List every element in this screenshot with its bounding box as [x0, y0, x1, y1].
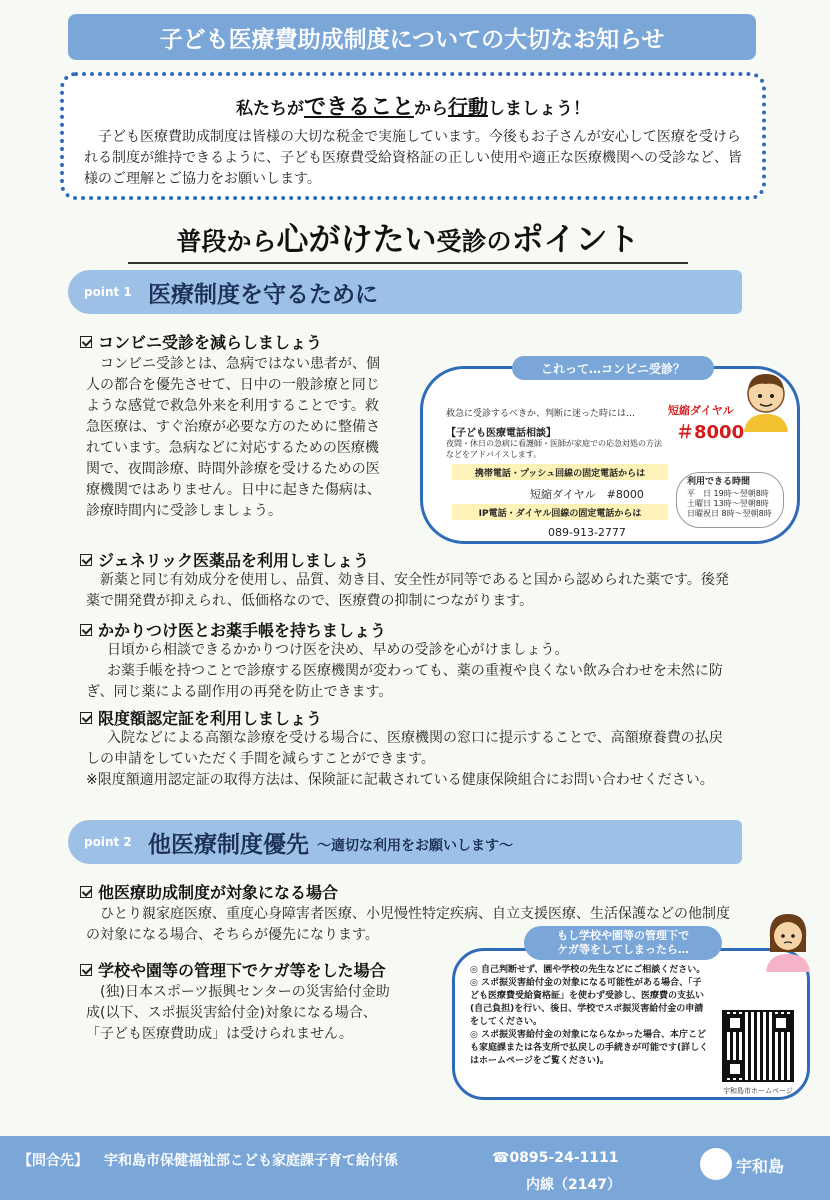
item-other-body: ひとり親家庭医療、重度心身障害者医療、小児慢性特定疾病、自立支援医療、生活保護などの他制度の対象になる場合、そちらが優先になります。 [86, 906, 730, 943]
mobile-label: 携帯電話・プッシュ回線の固定電話からは [452, 464, 668, 480]
item-gendogaku-heading [80, 706, 322, 729]
main-heading-big2: ポイント [511, 220, 640, 258]
item-generic-heading [80, 548, 369, 571]
main-heading [128, 214, 688, 264]
point1-title: 医療制度を守るために [148, 281, 378, 308]
checkbox-icon [80, 624, 92, 636]
qr-label: 宇和島市ホームページ [723, 1087, 793, 1095]
footer-tel[interactable]: ☎0895-24-1111 [492, 1150, 619, 1166]
ip-label: IP電話・ダイヤル回線の固定電話からは [452, 504, 668, 520]
notice-body: 子ども医療費助成制度は皆様の大切な税金で実施しています。今後もお子さんが安心して医療を受けられる制度が維持できるように、子ども医療費受給資格証の正しい使用や適正な医療機関への受診など、皆様のご理解とご協力をお願いします。 [84, 129, 742, 187]
item-gendogaku-title: 限度額認定証を利用しましょう [98, 709, 323, 728]
footer [0, 1136, 830, 1200]
checkbox-icon [80, 964, 92, 976]
notice-head-post: しましょう！ [488, 99, 590, 119]
dial-number: ＃8000 [676, 422, 745, 443]
notice-head-pre: 私たちが [235, 99, 304, 119]
point2-sub: ～適切な利用をお願いします～ [317, 838, 513, 854]
girl-illustration [760, 908, 816, 972]
point2-bar [68, 820, 742, 864]
item-konbini-heading [80, 330, 322, 353]
main-heading-big: 心がけたい [276, 220, 437, 258]
hours-sunday: 日曜祝日 8時～翌朝8時 [687, 509, 772, 518]
notice-head-mid1: から [414, 99, 448, 119]
footer-ask: 【問合先】 [18, 1153, 88, 1169]
hours-weekday: 平 日 19時～翌朝8時 [687, 489, 769, 498]
point1-bar [68, 270, 742, 314]
item-other-title: 他医療助成制度が対象になる場合 [98, 883, 339, 902]
checkbox-icon [80, 336, 92, 348]
item-kakaritsuke-heading [80, 618, 386, 641]
mobile-value: 短縮ダイヤル #8000 [530, 488, 644, 501]
item-generic-title: ジェネリック医薬品を利用しましょう [98, 551, 370, 570]
page-title: 子ども医療費助成制度についての大切なお知らせ [68, 14, 756, 60]
item-school-body: (独)日本スポーツ振興センターの災害給付金助成(以下、スポ振災害給付金)対象になる場合、「子ども医療費助成」は受けられません。 [86, 984, 390, 1042]
item-kakaritsuke-body1: 日頃から相談できるかかりつけ医を決め、早めの受診を心がけましょう。 [107, 642, 569, 658]
school-tag-line1: もし学校や園等の管理下で [557, 929, 689, 942]
point2-title: 他医療制度優先 [148, 831, 309, 858]
footer-ext: 内線（2147） [526, 1177, 621, 1193]
item-generic-body: 新薬と同じ有効成分を使用し、品質、効き目、安全性が同等であると国から認められた薬です。後発薬で開発費が抑えられ、低価格なので、医療費の抑制につながります。 [86, 572, 729, 609]
school-text [470, 964, 710, 1068]
consult-body: 夜間・休日の急病に看護師・医師が家庭での応急対処の方法などをアドバイスします。 [446, 439, 662, 459]
boy-illustration [736, 368, 796, 432]
ip-value: 089-913-2777 [548, 526, 626, 539]
consult-title: 【子ども医療電話相談】 [446, 428, 556, 439]
school-text1: ◎ 自己判断せず、園や学校の先生などにご相談ください。 [470, 965, 706, 975]
item-school-heading [80, 958, 386, 981]
item-konbini-body: コンビニ受診とは、急病ではない患者が、個人の都合を優先させて、日中の一般診療と同じような感覚で救急外来を利用することです。救急医療は、すぐ治療が必要な方のために整備されています。急病などに対応するための医療機関で、夜間診療、時間外診療を受けるための医療機関ではありません。日中に起きた傷病は、診療時間内に受診しましょう。 [86, 356, 381, 519]
item-kakaritsuke-body2: お薬手帳を持つことで診療する医療機関が変わっても、薬の重複や良くない飲み合わせを未然に防ぎ、同じ薬による副作用の再発を防止できます。 [86, 663, 723, 700]
hours-title: 利用できる時間 [687, 477, 751, 487]
notice-heading [84, 90, 742, 121]
school-text3: ◎ スポ振災害給付金の対象にならなかった場合、本庁こども家庭課または各支所で払戻しの手続きが可能です(詳しくはホームページをご覧ください)。 [470, 1030, 709, 1066]
hours-saturday: 土曜日 13時～翌朝8時 [687, 499, 769, 508]
notice-box [60, 72, 766, 200]
main-heading-pre: 普段から [176, 227, 277, 256]
item-gendogaku-body2: ※限度額適用認定証の取得方法は、保険証に記載されている健康保険組合にお問い合わせください。 [86, 772, 714, 788]
item-gendogaku-body1: 入院などによる高額な診療を受ける場合に、医療機関の窓口に提示することで、高額療養費の払戻しの申請をしていただく手間を減らすことができます。 [86, 730, 723, 767]
school-tag [524, 926, 722, 960]
city-logo-icon [700, 1148, 732, 1180]
notice-head-mid2: 行動 [448, 95, 488, 119]
item-konbini-title: コンビニ受診を減らしましょう [98, 333, 323, 352]
checkbox-icon [80, 712, 92, 724]
footer-dept: 宇和島市保健福祉部こども家庭課子育て給付係 [104, 1153, 398, 1169]
konbini-line1: 救急に受診するべきか、判断に迷った時には… [446, 409, 636, 419]
point1-num: point 1 [84, 285, 132, 299]
dial-label: 短縮ダイヤル [668, 404, 734, 417]
school-tag-line2: ケガ等をしてしまったら… [557, 943, 689, 956]
school-text2: ◎ スポ振災害給付金の対象になる可能性がある場合、「子ども医療費受給資格証」を使わず受診し、医療費の支払い(自己負担)を行い、後日、学校でスポ振災害給付金の申請をしてください。 [470, 978, 705, 1027]
checkbox-icon [80, 554, 92, 566]
item-kakaritsuke-title: かかりつけ医とお薬手帳を持ちましょう [98, 621, 387, 640]
item-school-title: 学校や園等の管理下でケガ等をした場合 [98, 961, 386, 980]
footer-city: 宇和島 [736, 1157, 785, 1176]
qr-code[interactable] [722, 1010, 794, 1082]
point2-num: point 2 [84, 835, 132, 849]
notice-head-big: できること [303, 95, 414, 120]
checkbox-icon [80, 886, 92, 898]
konbini-tag: これって…コンビニ受診？ [512, 356, 714, 380]
hours-box [676, 472, 784, 528]
main-heading-mid: 受診の [436, 227, 512, 256]
item-other-heading [80, 880, 338, 903]
